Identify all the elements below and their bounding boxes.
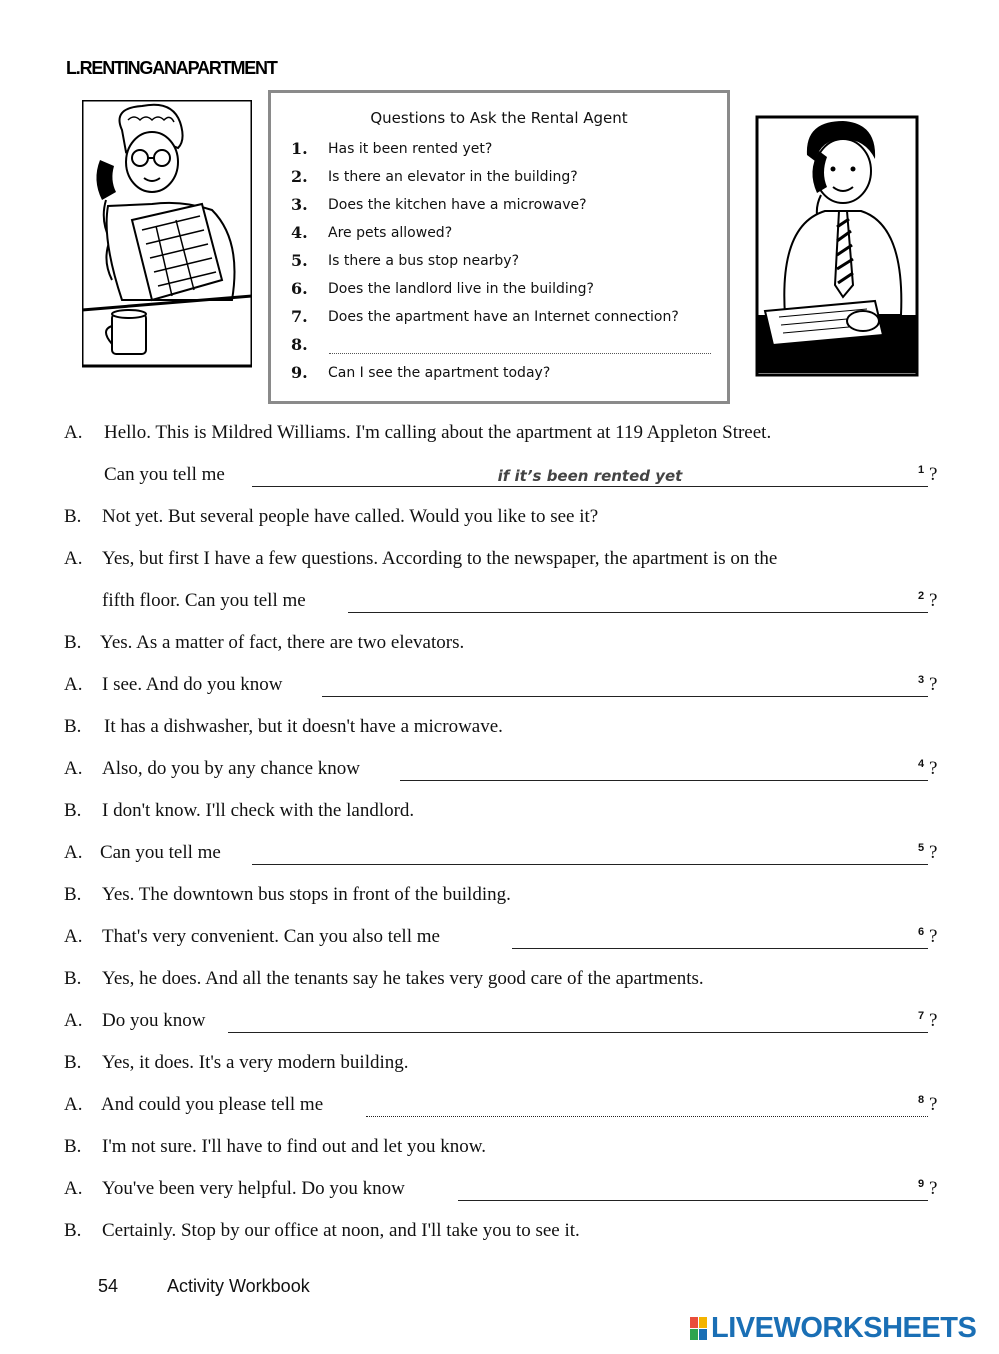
question-item [271,191,727,219]
question-mark: ? [929,842,938,863]
speaker-label: A. [64,422,83,443]
brand-name: LIVEWORKSHEETS [711,1312,977,1344]
question-item [271,219,727,247]
question-mark: ? [929,1010,938,1031]
question-item [271,275,727,303]
question-item [271,303,727,331]
speaker-label: A. [64,926,83,947]
speaker-label: A. [64,842,83,863]
question-item [271,135,727,163]
dialogue-line [0,922,999,952]
question-number: 6. [291,279,308,298]
liveworksheets-logo-icon [690,1317,707,1340]
speaker-label: A. [64,1178,83,1199]
question-mark: ? [929,1094,938,1115]
answer-blank-8[interactable] [366,1090,928,1117]
dialogue-line [0,1132,999,1162]
answer-blank-4[interactable] [400,754,928,781]
questions-box [268,90,730,404]
question-number: 1. [291,139,308,158]
dialogue-line [0,418,999,448]
question-text: Is there an elevator in the building? [328,169,578,185]
book-title: Activity Workbook [167,1276,310,1296]
question-text: Is there a bus stop nearby? [328,253,520,269]
dialogue-text: Yes, it does. It's a very modern building. [102,1052,409,1073]
question-text: Does the kitchen have a microwave? [328,197,587,213]
question-mark: ? [929,758,938,779]
section-heading: L.RENTINGANAPARTMENT [66,58,277,78]
speaker-label: B. [64,800,82,821]
dialogue-text: I don't know. I'll check with the landlord. [102,800,415,821]
dialogue-text: You've been very helpful. Do you know [102,1178,405,1199]
answer-blank-2[interactable] [348,586,928,613]
dialogue-text: Also, do you by any chance know [102,758,361,779]
blank-number: 5 [918,842,925,854]
dialogue-line [0,1174,999,1204]
dialogue-text: I see. And do you know [102,674,283,695]
liveworksheets-brand[interactable] [690,1312,976,1345]
question-number: 2. [291,167,308,186]
blank-number: 7 [918,1010,925,1022]
speaker-label: B. [64,968,82,989]
question-text: Does the apartment have an Internet connection? [328,309,679,325]
dialogue-line [0,1048,999,1078]
speaker-label: A. [64,1094,83,1115]
question-text: Does the landlord live in the building? [328,281,594,297]
blank-number: 4 [918,758,925,770]
dialogue-line [0,1090,999,1120]
question-mark: ? [929,464,938,485]
question-mark: ? [929,1178,938,1199]
answer-blank-9[interactable] [458,1174,928,1201]
dialogue-text: Yes, but first I have a few questions. According to the newspaper, the apartment is on the [102,548,778,569]
dialogue-line [0,502,999,532]
speaker-label: B. [64,632,82,653]
page-number: 54 [98,1276,119,1296]
answer-blank-7[interactable] [228,1006,928,1033]
dialogue-text: Not yet. But several people have called. Would you like to see it? [102,506,599,527]
speaker-label: A. [64,548,83,569]
dialogue-line [0,964,999,994]
question-number: 8. [291,335,308,354]
answer-blank-5[interactable] [252,838,928,865]
question-number: 7. [291,307,308,326]
blank-number: 8 [918,1094,925,1106]
speaker-label: A. [64,1010,83,1031]
dialogue-text: It has a dishwasher, but it doesn't have a microwave. [104,716,503,737]
question-number: 3. [291,195,308,214]
speaker-label: B. [64,884,82,905]
dialogue-text: That's very convenient. Can you also tell me [102,926,440,947]
dialogue-text: Do you know [102,1010,206,1031]
dialogue-line [0,838,999,868]
dialogue-text: I'm not sure. I'll have to find out and let you know. [102,1136,486,1157]
dialogue-text: Certainly. Stop by our office at noon, and I'll take you to see it. [102,1220,580,1241]
dialogue-text: And could you please tell me [101,1094,324,1115]
speaker-label: A. [64,674,83,695]
question-text: Are pets allowed? [328,225,453,241]
blank-number: 2 [918,590,925,602]
blank-number: 1 [918,464,925,476]
question-text: Can I see the apartment today? [328,365,551,381]
dialogue-line [0,712,999,742]
dialogue-text: Yes, he does. And all the tenants say he takes very good care of the apartments. [102,968,704,989]
answer-blank-1[interactable] [252,460,928,487]
question-item [271,163,727,191]
speaker-label: A. [64,758,83,779]
dialogue-text: fifth floor. Can you tell me [102,590,306,611]
speaker-label: B. [64,506,82,527]
rental-agent-on-phone-illustration [755,115,919,377]
question-number: 4. [291,223,308,242]
speaker-label: B. [64,1052,82,1073]
question-number: 9. [291,363,308,382]
dialogue-text: Hello. This is Mildred Williams. I'm calling about the apartment at 119 Appleton Street. [104,422,772,443]
question-mark: ? [929,590,938,611]
question-item [271,359,727,387]
dialogue-line [0,628,999,658]
question-mark: ? [929,674,938,695]
blank-number: 3 [918,674,925,686]
dialogue-text: Yes. As a matter of fact, there are two elevators. [100,632,465,653]
questions-box-title: Questions to Ask the Rental Agent [370,109,628,127]
question-mark: ? [929,926,938,947]
woman-on-phone-illustration [82,100,252,368]
dialogue-line [0,544,999,574]
question-text: Has it been rented yet? [328,141,493,157]
question-blank-line[interactable] [329,353,711,354]
question-item [271,247,727,275]
blank-number: 6 [918,926,925,938]
blank-number: 9 [918,1178,925,1190]
dialogue-line [0,754,999,784]
question-number: 5. [291,251,308,270]
dialogue-line [0,670,999,700]
dialogue-line [0,586,999,616]
dialogue-line [0,880,999,910]
dialogue-text: Yes. The downtown bus stops in front of the building. [102,884,511,905]
dialogue-line [0,796,999,826]
dialogue-text: Can you tell me [100,842,221,863]
dialogue-line [0,1006,999,1036]
speaker-label: B. [64,716,82,737]
answer-blank-3[interactable] [322,670,928,697]
dialogue-line [0,460,999,490]
speaker-label: B. [64,1220,82,1241]
answer-blank-6[interactable] [512,922,928,949]
answer-text: if it’s been rented yet [497,467,683,485]
question-item-blank [271,331,727,359]
dialogue-line [0,1216,999,1246]
speaker-label: B. [64,1136,82,1157]
dialogue-text: Can you tell me [104,464,225,485]
